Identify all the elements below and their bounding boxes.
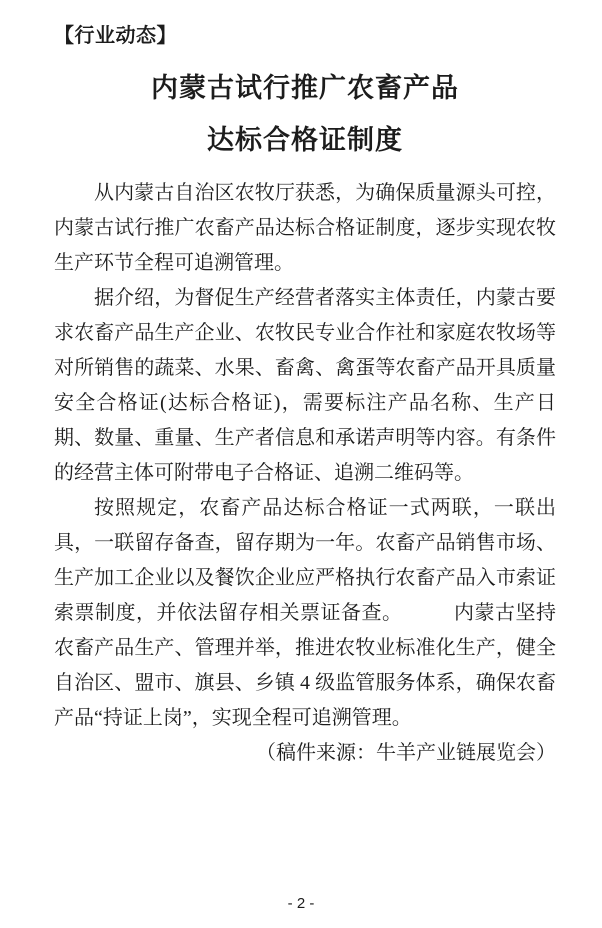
paragraph-1: 从内蒙古自治区农牧厅获悉，为确保质量源头可控，内蒙古试行推广农畜产品达标合格证制度，逐步实现农牧生产环节全程可追溯管理。 <box>54 182 556 274</box>
page-number: - 2 - <box>287 895 315 912</box>
section-label: 【行业动态】 <box>54 25 177 47</box>
article-title <box>54 62 556 166</box>
article-body <box>54 176 556 736</box>
paragraph-2: 据介绍，为督促生产经营者落实主体责任，内蒙古要求农畜产品生产企业、农牧民专业合作社和家庭农牧场等对所销售的蔬菜、水果、畜禽、禽蛋等农畜产品开具质量安全合格证(达标合格证)，需要标注产品名称、生产日期、数量、重量、生产者信息和承诺声明等内容。有条件的经营主体可附带电子合格证、追溯二维码等。 <box>54 287 556 484</box>
article-title-line1: 内蒙古试行推广农畜产品 <box>151 73 459 103</box>
paragraph-3: 按照规定，农畜产品达标合格证一式两联，一联出具，一联留存备查，留存期为一年。农畜产品销售市场、生产加工企业以及餐饮企业应严格执行农畜产品入市索证索票制度，并依法留存相关票证备查。 内蒙古坚持农畜产品生产、管理并举，推进农牧业标准化生产，健全自治区、盟市、旗县、乡镇 4 级监管服务体系，确保农畜产品“持证上岗”，实现全程可追溯管理。 <box>54 497 556 729</box>
attribution-line: （稿件来源：牛羊产业链展览会） <box>256 742 556 764</box>
article-title-line2: 达标合格证制度 <box>207 125 403 155</box>
